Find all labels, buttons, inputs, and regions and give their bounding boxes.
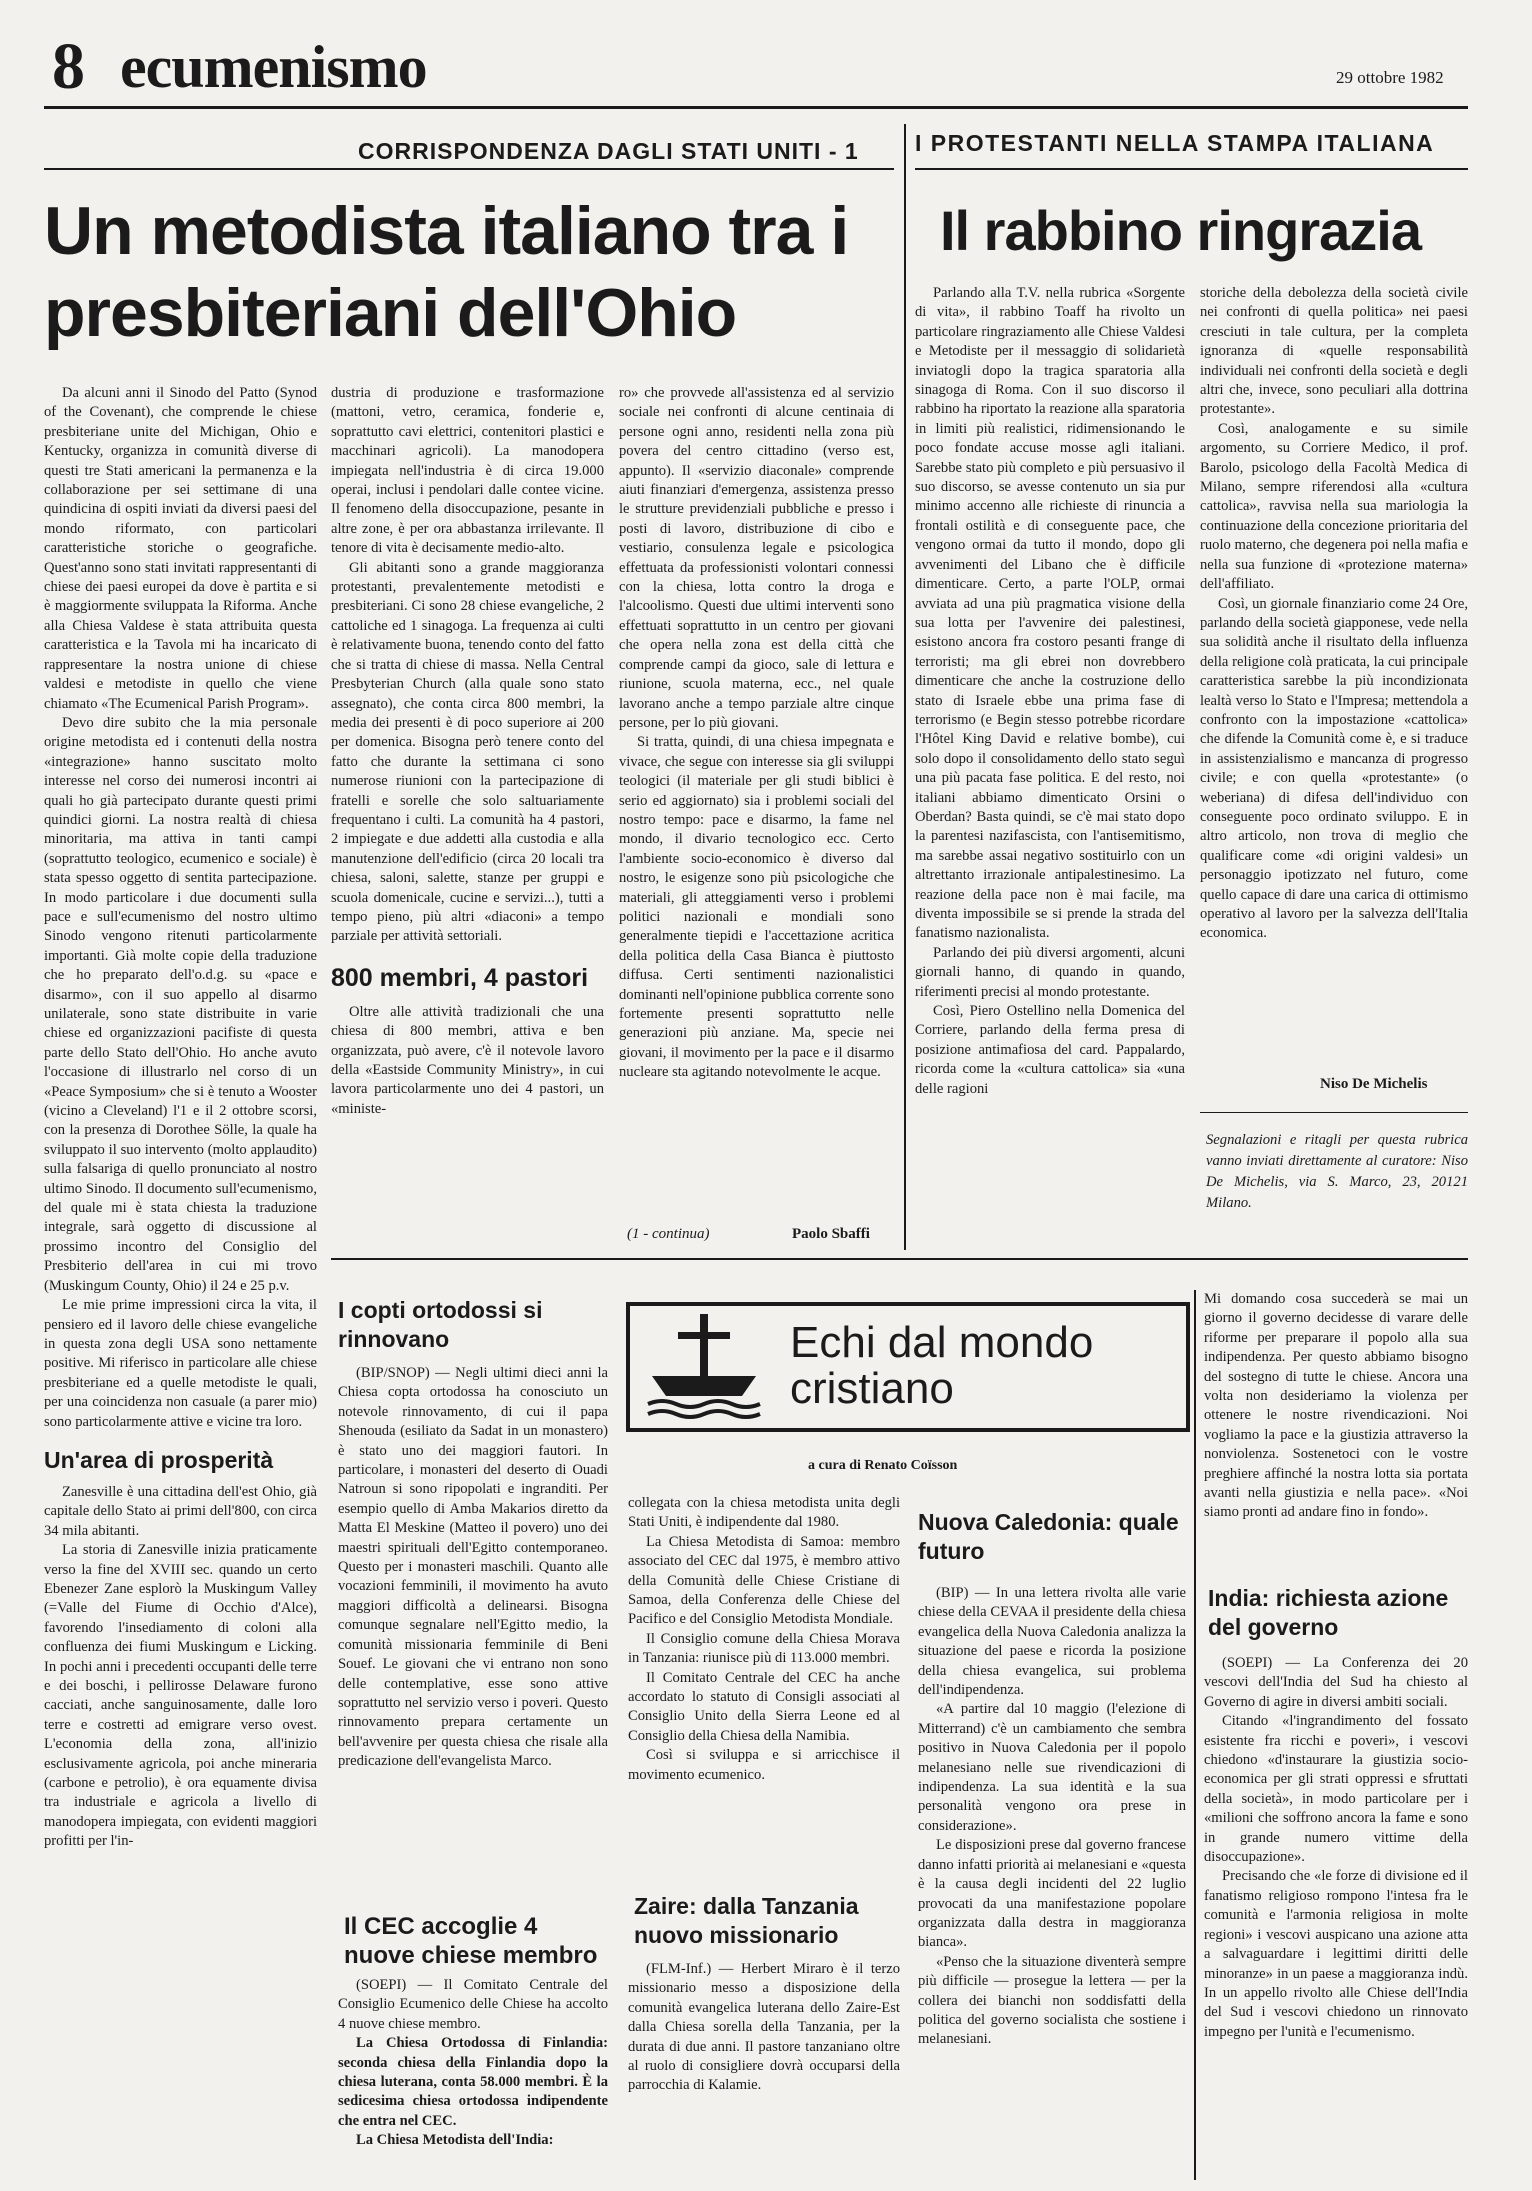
left-kicker: CORRISPONDENZA DAGLI STATI UNITI - 1 xyxy=(358,138,859,164)
paragraph: Le mie prime impressioni circa la vita, il pensiero ed il lavoro delle chiese evangeliche in questa zona degli USA sono nettamente positive. Mi riferisco in particolare alle chiese presbiteriane ed a quelle metodiste le quali, per una coincidenza non casuale (a parer mio) sono particolarmente attive e vicine tra loro. xyxy=(44,1297,317,1430)
subheading: Un'area di prosperità xyxy=(44,1446,274,1473)
issue-date: 29 ottobre 1982 xyxy=(1336,68,1444,87)
paragraph: Da alcuni anni il Sinodo del Patto (Synod of the Covenant), che comprende le chiese presbiteriane unite del Michigan, Ohio e Kentucky, organizza in comunità diverse di questi tre Stati americani la permanenza e la collaborazione per sei settimane di una quindicina di ospiti inviati da diversi paesi del mondo riformato, con particolari caratteristiche storiche o geografiche. Quest'anno sono stati invitati rappresentanti di chiese dei paesi europei da dove è partita e si è maggiormente sviluppata la Riforma. Anche alla Chiesa Valdese è stata attribuita questa caratteristica e la Tavola mi ha incaricato di rappresentare la nostra unione di chiese valdesi e metodiste in quello che viene chiamato «The Ecumenical Parish Program». xyxy=(44,385,317,712)
paragraph: Mi domando cosa succederà se mai un giorno il governo decidesse di varare delle riforme per preparare il popolo alla sua indipendenza. Per questo abbiamo bisogno del sostegno di tutte le chiese. Ancora una volta non desideriamo la violenza per ottenere le nostre rivendicazioni. Noi vogliamo la pace e la giustizia attraverso la nonviolenza. Sostenetoci con le vostre preghiere affinché la nostra lotta sia portata avanti nella giustizia e nella pace». «Noi siamo pronti ad andare fino in fondo». xyxy=(1204,1291,1468,1521)
paragraph: La Chiesa Metodista di Samoa: membro associato del CEC dal 1975, è membro attivo della Comunità delle Chiese Cristiane di Samoa, della Conferenza delle Chiese del Pacifico e del Consiglio Metodista Mondiale. xyxy=(628,1533,900,1628)
column-divider-lower xyxy=(1194,1290,1196,2180)
cross-boat-icon xyxy=(644,1310,764,1420)
echi-title: Echi dal mondo cristiano xyxy=(790,1318,1094,1413)
echi-credit: a cura di Renato Coïsson xyxy=(808,1458,958,1473)
caledonia-body xyxy=(918,1584,1186,2182)
paragraph: (BIP/SNOP) — Negli ultimi dieci anni la Chiesa copta ortodossa ha conosciuto un notevole rinnovamento, di cui il papa Shenouda (esiliato da Sadat in un monastero) è stato uno dei maggiori fautori. In particolare, i monasteri del deserto di Ouadi Natroun si sono ripopolati e ingranditi. Per esempio quello di Amba Makarios diretto da Matta El Meskine (Matteo il povero) uno dei maestri spirituali dell'Egitto contemporaneo. Questo per i monasteri maschili. Quanto alle vocazioni femminili, il movimento ha avuto maggiori difficoltà a delinearsi. Bisogna comunque segnalare nell'Egitto medio, la comunità missionaria femminile di Beni Souef. Le giovani che vi entrano non sono delle contemplative, esse sono attive soprattutto nel servizio verso i poveri. Questo rinnovamento prepara certamente un bell'avvenire per questa chiesa che risale alla predicazione dell'evangelista Marco. xyxy=(338,1365,608,1770)
caledonia-headline: Nuova Caledonia: quale futuro xyxy=(918,1509,1179,1564)
paragraph: Oltre alle attività tradizionali che una chiesa di 800 membri, attiva e ben organizzata, può avere, c'è il notevole lavoro della «Eastside Community Ministry», in cui lavora particolarmente uno dei 4 pastori, un «ministe- xyxy=(331,1003,604,1117)
copti-headline: I copti ortodossi si rinnovano xyxy=(338,1297,543,1352)
right-article-col1 xyxy=(915,284,1185,1246)
page-number: 8 xyxy=(52,30,85,103)
paragraph: La Chiesa Metodista dell'India: xyxy=(356,2132,554,2149)
paragraph: storiche della debolezza della società civile nei confronti di quella politica» nei paesi cresciuti in tale cultura, per la completa ignoranza di «quelle responsabilità individuali nei confronti della società e degli altri che, invece, sono peculiari alla dottrina protestante». xyxy=(1200,285,1468,418)
paragraph: Si tratta, quindi, di una chiesa impegnata e vivace, che segue con interesse sia gli sviluppi teologici (il materiale per gli studi biblici è serio ed aggiornato) sia i problemi sociali del nostro tempo: pace e disarmo, la fame nel mondo, il divario tecnologico ecc. Certo l'ambiente socio-economico è diverso dal nostro, le esigenze sono più psicologiche che materiali, gli atteggiamenti verso i problemi politici nazionali e mondiali sono generalmente tiepidi e l'accettazione acritica della politica della Casa Bianca è piuttosto diffusa. Certi sentimenti nazionalistici dominanti nell'opinione pubblica corrente sono fortemente presenti soprattutto nelle generazioni più anziane. Ma, specie nei giovani, il movimento per la pace e il disarmo nucleare sta agitando notevolmente le acque. xyxy=(619,734,894,1081)
right-kicker: I PROTESTANTI NELLA STAMPA ITALIANA xyxy=(915,130,1435,156)
column-divider xyxy=(904,124,906,1250)
india-headline: India: richiesta azione del governo xyxy=(1208,1585,1449,1640)
left-article-col2 xyxy=(331,384,604,1252)
paragraph: Il Comitato Centrale del CEC ha anche accordato lo statuto di Consigli associati al Consiglio Unito della Sierra Leone ed al Consiglio della Chiesa della Namibia. xyxy=(628,1669,900,1744)
paragraph: «A partire dal 10 maggio (l'elezione di Mitterrand) c'è un cambiamento che sembra positivo in Nuova Caledonia per il popolo melanesiano nelle sue rivendicazioni di indipendenza. La sua identità e la sua personalità vengono ora prese in considerazione». xyxy=(918,1701,1186,1834)
paragraph: Così si sviluppa e si arricchisce il movimento ecumenico. xyxy=(628,1747,900,1783)
echi-box xyxy=(626,1302,1190,1432)
cec-body xyxy=(338,1976,608,2181)
cec-headline: Il CEC accoglie 4 nuove chiese membro xyxy=(344,1913,598,1969)
left-article-col1 xyxy=(44,384,317,1859)
paragraph: La Chiesa Ortodossa di Finlandia: seconda chiesa della Finlandia dopo la chiesa luterana, conta 58.000 membri. È la sedicesima chiesa ortodossa indipendente che entra nel CEC. xyxy=(338,2035,608,2129)
paragraph: (FLM-Inf.) — Herbert Miraro è il terzo missionario messo a disposizione della comunità evangelica luterana dello Zaire-Est dalla Chiesa sorella della Tanzania, per la durata di due anni. Il pastore tanzaniano oltre al ruolo di consigliere dovrà occuparsi della parrocchia di Kalamie. xyxy=(628,1961,900,2094)
paragraph: (SOEPI) — Il Comitato Centrale del Consiglio Ecumenico delle Chiese ha accolto 4 nuove chiese membro. xyxy=(338,1977,608,2032)
paragraph: Parlando alla T.V. nella rubrica «Sorgente di vita», il rabbino Toaff ha rivolto un particolare ringraziamento alle Chiese Valdesi e Metodiste per il messaggio di solidarietà inviatogli dopo la tragica sparatoria alla sinagoga di Roma. Con il suo discorso il rabbino ha riportato la reazione alla sparatoria in limiti più realistici, ridimensionando le poco fondate accuse mosse agli italiani. Sarebbe stato più completo e più persuasivo il suo discorso, se avesse contenuto un sia pur minimo accenno alle richieste di rinuncia a frontali ostilità e di conseguente pace, che vengono ormai da tutto il mondo, dopo gli avvenimenti del Libano che è difficile dimenticare. Certo, a parte l'OLP, ormai avviata ad una più pragmatica visione della sua lotta per l'avvenire dei palestinesi, esistono ancora fra costoro pesanti frange di terroristi; ma gli ebrei non dovrebbero dimenticare che anche la costruzione dello stato di Israele ebbe una prima fase di terrorismo (e Begin stesso potrebbe ricordare l'Hôtel King David e relative bombe), cui solo dopo il consolidamento dello stato seguì una più pacata fase politica. E del resto, noi italiani abbiamo dimenticato Orsini o Oberdan? Basta quindi, se c'è mai stato dopo la parentesi nazifascista, con l'antisemitismo, ma sarebbe assai negativo sostituirlo con un altrettanto irrazionale antipalestinesimo. La reazione della pace non è mai facile, ma diventa impossibile se si prende la strada del fanatismo nazionalista. xyxy=(915,285,1185,942)
continua-note: (1 - continua) xyxy=(627,1226,710,1242)
zaire-headline: Zaire: dalla Tanzania nuovo missionario xyxy=(634,1893,859,1948)
paragraph: dustria di produzione e trasformazione (mattoni, vetro, ceramica, fonderie e, soprattutto cavi elettrici, contenitori plastici e macchinari agricoli). La manodopera impiegata nell'industria è di circa 19.000 operai, inclusi i pendolari dalle contee vicine. Il fenomeno della disoccupazione, pesante in altre zone, è per ora abbastanza irrilevante. Il tenore di vita è decisamente medio-alto. xyxy=(331,385,604,557)
copti-body xyxy=(338,1364,608,1904)
right-article-footnote: Segnalazioni e ritagli per questa rubrica vanno inviati direttamente al curatore: Niso De Michelis, via S. Marco, 23, 20121 Milano. xyxy=(1206,1132,1468,1211)
paragraph: (BIP) — In una lettera rivolta alle varie chiese della CEVAA il presidente della chiesa evangelica della Nuova Caledonia analizza la situazione del paese e ricorda la posizione della chiesa evangelica, sui problema dell'indipendenza. xyxy=(918,1585,1186,1699)
paragraph: collegata con la chiesa metodista unita degli Stati Uniti, è indipendente dal 1980. xyxy=(628,1495,900,1531)
paragraph: Devo dire subito che la mia personale origine metodista ed i contenuti della nostra «integrazione» hanno suscitato molto interesse nel corso dei numerosi incontri ai quali ho già partecipato durante questi primi quindici giorni. La nostra realtà di chiesa minoritaria, ma attiva in tanti campi (soprattutto teologico, ecumenico e sociale) è stata spesso oggetto di sentita partecipazione. In modo particolare i due documenti sulla pace e sull'ecumenismo del nostro ultimo Sinodo vengono ritenuti particolarmente importanti. Già molte copie della traduzione che ho preparato dell'o.d.g. su «pace e disarmo», con il suo appello al disarmo unilaterale, sono state distribuite in varie chiese ed organizzazioni pacifiste di questa parte dello Stato dell'Ohio. Ho anche avuto l'occasione di illustrarlo nel corso di un «Peace Symposium» che si è tenuto a Wooster (vicino a Cleveland) l'1 e il 2 ottobre scorsi, con la presenza di Dorothee Sölle, la quale ha sviluppato il suo intervento (molto applaudito) sulla falsariga di quello pronunciato al nostro ultimo Sinodo. Il documento sull'ecumenismo, del quale mi è stata chiesta la traduzione integrale, sarà oggetto di discussione al prossimo incontro del Consiglio del Presbiterio dell'area in cui mi trovo (Muskingum County, Ohio) il 24 e 25 p.v. xyxy=(44,714,317,1294)
paragraph: Le disposizioni prese dal governo francese danno infatti priorità ai melanesiani e «questa è la causa degli incidenti del 22 luglio provocati da una manifestazione popolare organizzata dalla destra in maggioranza bianca». xyxy=(918,1837,1186,1951)
subheading: 800 membri, 4 pastori xyxy=(331,963,589,992)
paragraph: Così, analogamente e su simile argomento, su Corriere Medico, il prof. Barolo, psicologo della Facoltà Medica di Milano, sempre riferendosi alla «cultura cattolica», ravvisa nella sua mariologia la continuazione della concezione prioritaria del ruolo materno, che degenera poi nella mafia e nella sua funzione di «protezione materna» dell'affiliato. xyxy=(1200,420,1468,593)
zaire-body xyxy=(628,1960,900,2180)
paragraph: ro» che provvede all'assistenza ed al servizio sociale nei confronti di alcune centinaia di persone ogni anno, residenti nella zona più povera del centro cittadino (verso est, appunto). Il «servizio diaconale» comprende aiuti finanziari d'emergenza, assistenza presso le strutture previdenziali pubbliche e presso i posti di lavoro, distribuzione di cibo e vestiario, consulenza legale e psicologica effettuata da professionisti volontari connessi con la chiesa, lotta contro la droga e l'alcoolismo. Questi due ultimi interventi sono effettuati soprattutto in un centro per giovani che opera nella zona est della città che comprende campi da gioco, sale di lettura e riunione, scuola materna, ecc., nel quale lavorano anche a tempo parziale altre cinque persone, per lo più giovani. xyxy=(619,385,894,731)
paragraph: Parlando dei più diversi argomenti, alcuni giornali hanno, di quando in quando, riferimenti precisi al mondo protestante. xyxy=(915,944,1185,1000)
right-kicker-rule xyxy=(915,168,1468,170)
section-title: ecumenismo xyxy=(120,34,427,100)
paragraph: (SOEPI) — La Conferenza dei 20 vescovi dell'India del Sud ha chiesto al Governo di agire in diversi ambiti sociali. xyxy=(1204,1655,1468,1710)
footnote-rule xyxy=(1200,1112,1468,1113)
left-article-col3 xyxy=(619,384,894,1239)
left-article-author: Paolo Sbaffi xyxy=(792,1226,870,1242)
paragraph: «Penso che la situazione diventerà sempre più difficile — prosegue la lettera — per la collera dei bianchi non soddisfatti della politica del governo socialista che sostiene i melanesiani. xyxy=(918,1953,1186,2048)
left-headline: Un metodista italiano tra i presbiteriani dell'Ohio xyxy=(44,193,849,351)
paragraph: Così, Piero Ostellino nella Domenica del Corriere, parlando della ferma presa di posizione antimafiosa del card. Pappalardo, ricorda come la «cultura cattolica» sia «una delle ragioni xyxy=(915,1003,1185,1097)
paragraph: Zanesville è una cittadina dell'est Ohio, già capitale dello Stato ai primi dell'800, con circa 34 mila abitanti. xyxy=(44,1483,317,1539)
caledonia-continued xyxy=(1204,1290,1468,1590)
paragraph: La storia di Zanesville inizia praticamente verso la fine del XVIII sec. quando un certo Ebenezer Zane esplorò la Muskingum Valley (=Valle del Fiume di Occhio d'Alce), favorendo l'insediamento di coloni alla confluenza dei fiumi Muskingum e Licking. In pochi anni i precedenti occupanti delle terre e dei boschi, i pellirosse Delaware furono cacciati, anche sanguinosamente, dalle loro terre e costretti ad emigrare verso ovest. L'economia della zona, all'inizio esclusivamente agricola, poi anche mineraria (carbone e petrolio), è ora equamente divisa tra industriale e agricola a livello di manodopera impiegata, con evidenti maggiori profitti per l'in- xyxy=(44,1542,317,1850)
india-body xyxy=(1204,1654,1468,2182)
lower-section-rule xyxy=(331,1258,1468,1260)
paragraph: Il Consiglio comune della Chiesa Morava in Tanzania: riunisce più di 113.000 membri. xyxy=(628,1630,900,1667)
right-article-col2 xyxy=(1200,284,1468,1054)
paragraph: Così, un giornale finanziario come 24 Ore, parlando della società giapponese, vede nella sua solidità anche il risultato della influenza della religione colà praticata, la cui principale caratteristica sarebbe la più incondizionata lealtà verso lo Stato e l'Impresa; mettendola a confronto con la impostazione «cattolica» che difende la Comunità come è, e si traduce in assistenzialismo e mancanza di progresso civile; e con quella «protestante» (o weberiana) di difesa dell'individuo con conseguente poco ordinato sviluppo. E in altro articolo, non trova di meglio che qualificare come «di origini valdesi» un personaggio ipotizzato nel futuro, come quello capace di dare una carica di ottimismo operativo al lavoro per la salvezza dell'Italia economica. xyxy=(1200,595,1468,942)
right-headline: Il rabbino ringrazia xyxy=(940,199,1421,262)
paragraph: Citando «l'ingrandimento del fossato esistente fra ricchi e poveri», i vescovi chiedono «d'instaurare la giustizia socio-economica per gli strati oppressi e sfruttati della società», in modo particolare per i «milioni che soffrono ancora la fame e sono in grande numero vittime della disoccupazione». xyxy=(1204,1713,1468,1866)
masthead-rule xyxy=(44,106,1468,109)
right-article-author: Niso De Michelis xyxy=(1320,1076,1428,1092)
left-kicker-rule xyxy=(44,168,894,170)
cec-body-cont xyxy=(628,1494,900,1914)
paragraph: Gli abitanti sono a grande maggioranza protestanti, prevalentemente metodisti e presbiteriani. Ci sono 28 chiese evangeliche, 2 cattoliche ed 1 sinagoga. La frequenza ai culti è relativamente buona, tenendo conto del fatto che si tratta di chiese di massa. Nella Central Presbyterian Church (alla quale sono stato assegnato), che conta circa 800 membri, la media dei presenti è di poco superiore ai 200 per domenica. Bisogna però tenere conto del fatto che durante la settimana ci sono numerose riunioni con la partecipazione di fratelli e sorelle che solo saltuariamente frequentano i culti. La comunità ha 4 pastori, 2 impiegate e due addetti alla custodia e alla manutenzione dell'edificio (circa 20 locali tra chiesa, saloni, salette, stanze per gruppi e scuola domenicale, cucine e servizi...), tutti a tempo pieno, più altri «diaconi» a tempo parziale per attività settoriali. xyxy=(331,559,604,945)
paragraph: Precisando che «le forze di divisione ed il fanatismo religioso rompono l'intesa fra le comunità e l'armonia religiosa in molte regioni» i vescovi auspicano una azione atta a salvaguardare i legittimi diritti delle minoranze» in un paese a maggioranza indù. In un appello rivolto alle Chiese dell'India del Sud i vescovi chiedono un rinnovato impegno per l'unità e l'ecumenismo. xyxy=(1204,1868,1468,2040)
